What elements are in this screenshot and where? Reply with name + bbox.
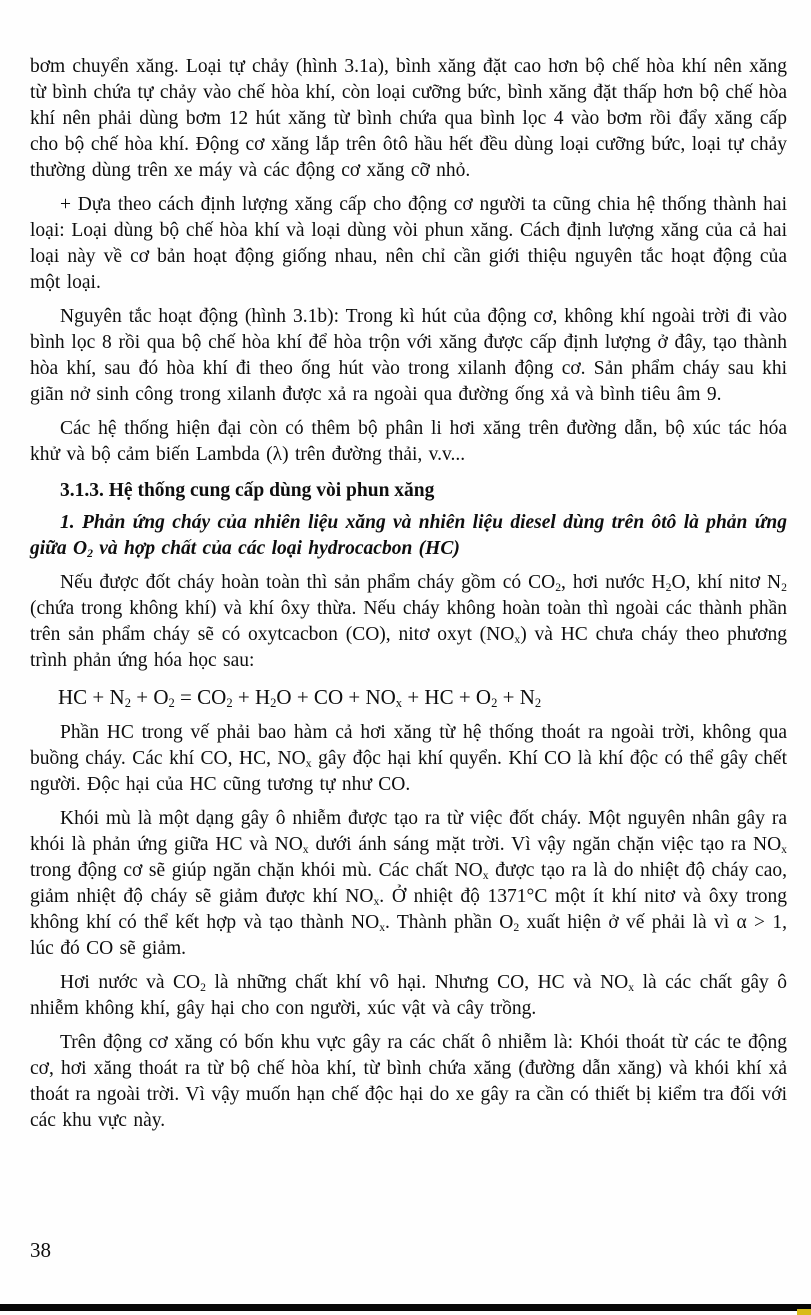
- scan-edge-bar: [0, 1304, 811, 1311]
- page-content: [30, 54, 787, 1142]
- chemical-equation: HC + $N_2 + O_2 = CO_2 + H_2O$ + CO + $NO_x$ + HC + $O_2 + N_2$: [58, 685, 542, 711]
- paragraph-hc-toxicity: Phần HC trong vế phải bao hàm cả hơi xăng từ hệ thống thoát ra ngoài trời, không qua buồng cháy. Các khí CO, HC, $NO_x$ gây độc hại khí quyển. Khí CO là khí độc có thể gây chết người. Độc hại của HC cũng tương tự như CO.: [30, 722, 787, 795]
- subsection-heading-combustion: 1. Phản ứng cháy của nhiên liệu xăng và nhiên liệu diesel dùng trên ôtô là phản ứng giữa $O_2$ và hợp chất của các loại hydrocacbon (HC): [30, 512, 787, 560]
- paragraph-fuel-supply-types: bơm chuyển xăng. Loại tự chảy (hình 3.1a), bình xăng đặt cao hơn bộ chế hòa khí nên xăng từ bình chứa tự chảy vào chế hòa khí, còn loại cưỡng bức, bình xăng đặt thấp hơn bộ chế hòa khí nên phải dùng bơm 12 hút xăng từ bình chứa qua bình lọc 4 vào bơm rồi đẩy xăng cấp cho bộ chế hòa khí. Động cơ xăng lắp trên ôtô hầu hết đều dùng loại cưỡng bức, loại tự chảy thường dùng trên xe máy và các động cơ xăng cỡ nhỏ.: [30, 56, 787, 181]
- paragraph-operating-principle: Nguyên tắc hoạt động (hình 3.1b): Trong kì hút của động cơ, không khí ngoài trời đi vào bình lọc 8 rồi qua bộ chế hòa khí để hòa trộn với xăng được cấp định lượng ở đây, tạo thành hòa khí, sau đó hòa khí đi theo ống hút vào trong xilanh động cơ. Sản phẩm cháy sau khi giãn nở sinh công trong xilanh được xả ra ngoài qua đường ống xả và bình tiêu âm 9.: [30, 306, 787, 405]
- page-number: 38: [30, 1238, 51, 1262]
- paragraph-harmless-vs-pollutant: Hơi nước và $CO_2$ là những chất khí vô hại. Nhưng CO, HC và $NO_x$ là các chất gây ô nhiễm không khí, gây hại cho con người, xúc vật và cây trồng.: [30, 972, 788, 1019]
- section-heading-3-1-3: 3.1.3. Hệ thống cung cấp dùng vòi phun xăng: [60, 480, 435, 501]
- paragraph-modern-systems: Các hệ thống hiện đại còn có thêm bộ phân li hơi xăng trên đường dẫn, bộ xúc tác hóa khử và bộ cảm biến Lambda (λ) trên đường thải, v.v...: [30, 418, 787, 465]
- scan-corner-artifact: [797, 1309, 811, 1315]
- paragraph-four-pollution-areas: Trên động cơ xăng có bốn khu vực gây ra các chất ô nhiễm là: Khói thoát từ các te động cơ, hơi xăng thoát ra từ bộ chế hòa khí, từ bình chứa xăng (đường dẫn xăng) và khói khí xả thoát ra ngoài trời. Vì vậy muốn hạn chế độc hại do xe gây ra cần có thiết bị kiểm tra đối với các khu vực này.: [30, 1032, 787, 1131]
- paragraph-metering-two-types: + Dựa theo cách định lượng xăng cấp cho động cơ người ta cũng chia hệ thống thành hai loại: Loại dùng bộ chế hòa khí và loại dùng vòi phun xăng. Cách định lượng xăng của cả hai loại này về cơ bản hoạt động giống nhau, nên chỉ cần giới thiệu nguyên tắc hoạt động của một loại.: [30, 194, 787, 293]
- paragraph-smog-nox: Khói mù là một dạng gây ô nhiễm được tạo ra từ việc đốt cháy. Một nguyên nhân gây ra khói là phản ứng giữa HC và $NO_x$ dưới ánh sáng mặt trời. Vì vậy ngăn chặn việc tạo ra $NO_x$ trong động cơ sẽ giúp ngăn chặn khói mù. Các chất $NO_x$ được tạo ra là do nhiệt độ cháy cao, giảm nhiệt độ cháy sẽ giảm được khí $NO_x$. Ở nhiệt độ 1371°C một ít khí nitơ và ôxy trong không khí có thể kết hợp và tạo thành $NO_x$. Thành phần $O_2$ xuất hiện ở vế phải là vì α > 1, lúc đó CO sẽ giảm.: [30, 808, 788, 959]
- paragraph-combustion-products: Nếu được đốt cháy hoàn toàn thì sản phẩm cháy gồm có $CO_2$, hơi nước $H_2O$, khí nitơ $N_2$ (chứa trong không khí) và khí ôxy thừa. Nếu cháy không hoàn toàn thì ngoài các thành phần trên sản phẩm cháy sẽ có oxytcacbon (CO), nitơ oxyt $(NO_x)$ và HC chưa cháy theo phương trình phản ứng hóa học sau:: [30, 572, 787, 671]
